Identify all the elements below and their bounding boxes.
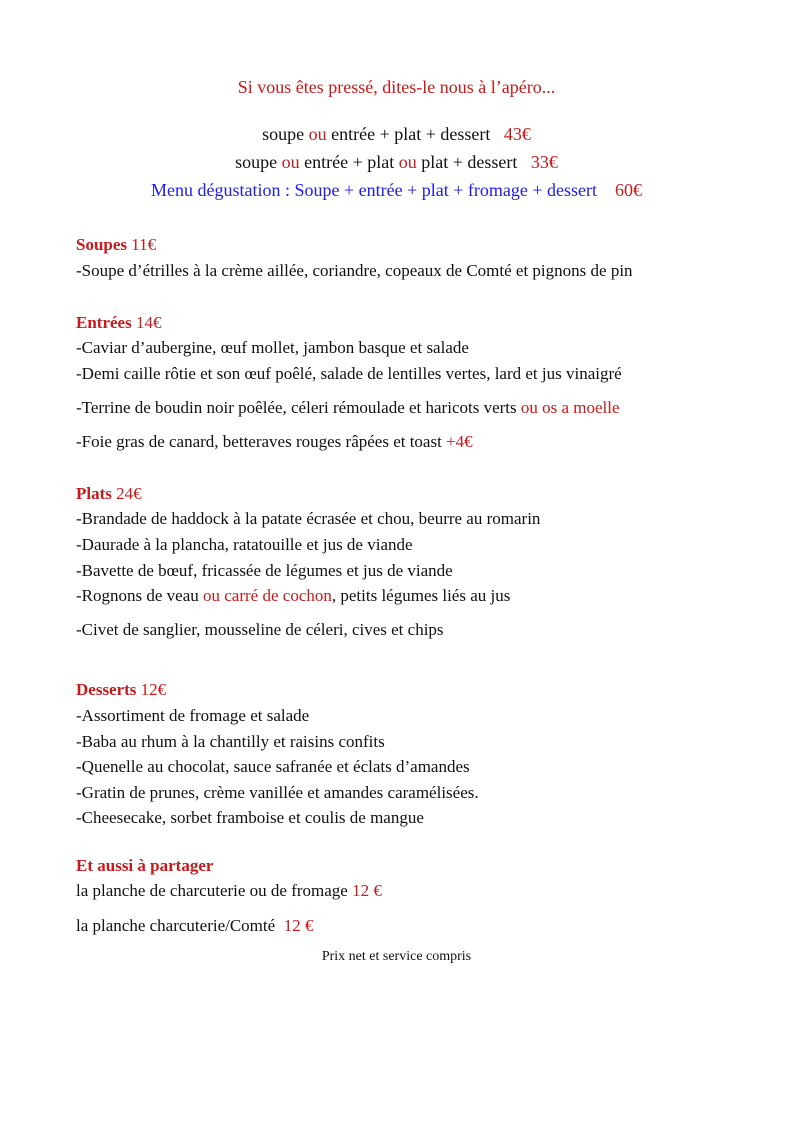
menu-item-option: ou os a moelle	[520, 398, 620, 417]
menu-item: -Bavette de bœuf, fricassée de légumes et jus de viande	[76, 561, 453, 580]
formula-43-part-a: soupe	[262, 124, 309, 144]
menu-item	[76, 916, 313, 936]
formula-33-part-a: soupe	[235, 152, 282, 172]
menu-item: -Baba au rhum à la chantilly et raisins confits	[76, 732, 385, 751]
section-title: Desserts	[76, 680, 137, 699]
menu-item-text: la planche de charcuterie ou de fromage	[76, 881, 353, 900]
menu-item: -Brandade de haddock à la patate écrasée et chou, beurre au romarin	[76, 509, 541, 528]
menu-item-text-a: -Rognons de veau	[76, 586, 204, 605]
formula-degustation-price: 60€	[615, 180, 642, 200]
menu-item-text: -Foie gras de canard, betteraves rouges râpées et toast	[76, 432, 447, 451]
footer-note: Prix net et service compris	[321, 949, 472, 964]
section-title: Entrées	[76, 313, 132, 332]
section-price: 24€	[116, 484, 142, 503]
menu-item: -Soupe d’étrilles à la crème aillée, coriandre, copeaux de Comté et pignons de pin	[76, 261, 633, 280]
menu-item: -Gratin de prunes, crème vanillée et amandes caramélisées.	[76, 783, 479, 802]
formula-43-price: 43€	[503, 124, 531, 144]
menu-item-price: 12 €	[283, 916, 314, 935]
menu-item: -Cheesecake, sorbet framboise et coulis de mangue	[76, 808, 424, 827]
menu-item: -Civet de sanglier, mousseline de céleri, cives et chips	[76, 620, 444, 639]
formula-33-ou2: ou	[398, 152, 417, 172]
menu-item: -Demi caille rôtie et son œuf poêlé, salade de lentilles vertes, lard et jus vinaigré	[76, 364, 622, 383]
menu-item-text: la planche charcuterie/Comté	[76, 916, 280, 935]
formula-degustation-text: Menu dégustation : Soupe + entrée + plat + fromage + dessert	[151, 180, 597, 200]
section-price: 14€	[135, 313, 162, 332]
section-partager-heading: Et aussi à partager	[76, 856, 214, 875]
section-price: 11€	[131, 235, 157, 254]
section-entrees-heading	[76, 313, 161, 333]
formula-33-part-c: plat + dessert	[416, 152, 518, 172]
formula-43-part-b: entrée + plat + dessert	[326, 124, 491, 144]
menu-item: -Assortiment de fromage et salade	[76, 706, 310, 725]
menu-item: -Daurade à la plancha, ratatouille et jus de viande	[76, 535, 413, 554]
formula-33-price: 33€	[530, 152, 558, 172]
menu-item-option: ou carré de cochon	[203, 586, 332, 605]
menu-item-supplement: +4€	[446, 432, 473, 451]
formula-33-ou1: ou	[281, 152, 300, 172]
menu-item: -Quenelle au chocolat, sauce safranée et éclats d’amandes	[76, 757, 470, 776]
section-plats-heading	[76, 484, 142, 504]
menu-item-text: -Terrine de boudin noir poêlée, céleri rémoulade et haricots verts	[76, 398, 521, 417]
section-desserts-heading	[76, 680, 166, 700]
formula-degustation	[0, 180, 793, 201]
intro-line: Si vous êtes pressé, dites-le nous à l’apéro...	[237, 77, 556, 97]
section-title: Plats	[76, 484, 112, 503]
formula-33-part-b: entrée + plat	[299, 152, 399, 172]
formula-43	[0, 124, 793, 145]
section-title: Soupes	[76, 235, 128, 254]
formula-33	[0, 152, 793, 173]
menu-item	[76, 398, 620, 418]
menu-item	[76, 881, 382, 901]
menu-item-text-b: , petits légumes liés au jus	[331, 586, 511, 605]
formula-43-ou: ou	[308, 124, 327, 144]
menu-item	[76, 586, 510, 606]
section-soupes-heading	[76, 235, 156, 255]
menu-item-price: 12 €	[352, 881, 382, 900]
section-price: 12€	[140, 680, 167, 699]
menu-item	[76, 432, 473, 452]
menu-item: -Caviar d’aubergine, œuf mollet, jambon basque et salade	[76, 338, 469, 357]
